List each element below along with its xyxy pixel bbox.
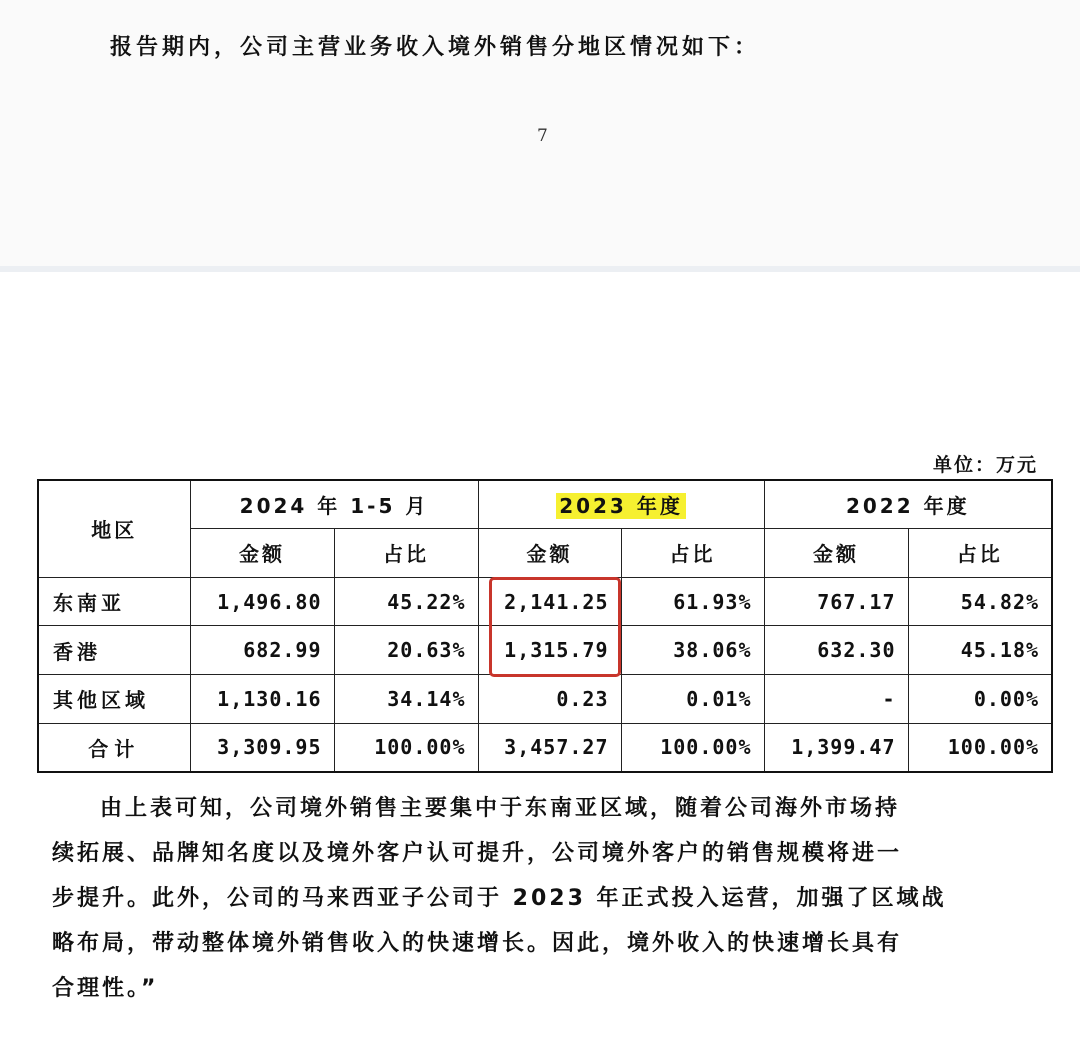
amount-header: 金额 [190, 529, 334, 578]
amount-cell: 3,309.95 [190, 723, 334, 772]
amount-header: 金额 [478, 529, 621, 578]
amount-cell: 1,399.47 [764, 723, 908, 772]
ratio-cell: 100.00% [621, 723, 764, 772]
intro-text: 报告期内，公司主营业务收入境外销售分地区情况如下： [110, 35, 761, 60]
page-number: 7 [537, 126, 548, 146]
region-header: 地区 [38, 480, 190, 577]
ratio-cell: 100.00% [334, 723, 478, 772]
table-row [38, 675, 1052, 724]
table-header-row [38, 480, 1052, 529]
ratio-cell: 100.00% [908, 723, 1052, 772]
paragraph-line: 续拓展、品牌知名度以及境外客户认可提升，公司境外客户的销售规模将进一 [52, 841, 903, 866]
amount-cell: 1,130.16 [190, 675, 334, 724]
period-header: 2024 年 1-5 月 [190, 480, 478, 529]
ratio-header: 占比 [621, 529, 764, 578]
ratio-header: 占比 [908, 529, 1052, 578]
highlighted-period: 2023 年度 [556, 493, 686, 519]
ratio-cell: 45.18% [908, 626, 1052, 675]
ratio-cell: 0.00% [908, 675, 1052, 724]
paragraph-line: 略布局，带动整体境外销售收入的快速增长。因此，境外收入的快速增长具有 [52, 931, 903, 956]
paragraph-line: 由上表可知，公司境外销售主要集中于东南亚区域，随着公司海外市场持 [100, 796, 901, 821]
amount-cell: 1,315.79 [478, 626, 621, 675]
amount-header: 金额 [764, 529, 908, 578]
amount-cell: 632.30 [764, 626, 908, 675]
period-header: 2022 年度 [764, 480, 1052, 529]
paragraph-line: 合理性。” [52, 976, 159, 1001]
ratio-cell: 34.14% [334, 675, 478, 724]
highlight-box [489, 577, 621, 677]
period-header [478, 480, 764, 529]
amount-cell: 2,141.25 [478, 577, 621, 626]
amount-cell: 3,457.27 [478, 723, 621, 772]
amount-cell: 767.17 [764, 577, 908, 626]
amount-cell: - [764, 675, 908, 724]
paragraph-line: 步提升。此外，公司的马来西亚子公司于 2023 年正式投入运营，加强了区域战 [52, 886, 947, 911]
ratio-header: 占比 [334, 529, 478, 578]
region-name: 东南亚 [38, 577, 190, 626]
ratio-cell: 45.22% [334, 577, 478, 626]
unit-label: 单位：万元 [932, 454, 1038, 476]
ratio-cell: 38.06% [621, 626, 764, 675]
ratio-cell: 61.93% [621, 577, 764, 626]
analysis-paragraph [52, 786, 1042, 1011]
amount-cell: 682.99 [190, 626, 334, 675]
table-subheader-row [38, 529, 1052, 578]
amount-cell: 1,496.80 [190, 577, 334, 626]
table-total-row [38, 723, 1052, 772]
ratio-cell: 0.01% [621, 675, 764, 724]
region-name: 香港 [38, 626, 190, 675]
ratio-cell: 54.82% [908, 577, 1052, 626]
amount-cell: 0.23 [478, 675, 621, 724]
total-label: 合计 [38, 723, 190, 772]
region-name: 其他区域 [38, 675, 190, 724]
ratio-cell: 20.63% [334, 626, 478, 675]
